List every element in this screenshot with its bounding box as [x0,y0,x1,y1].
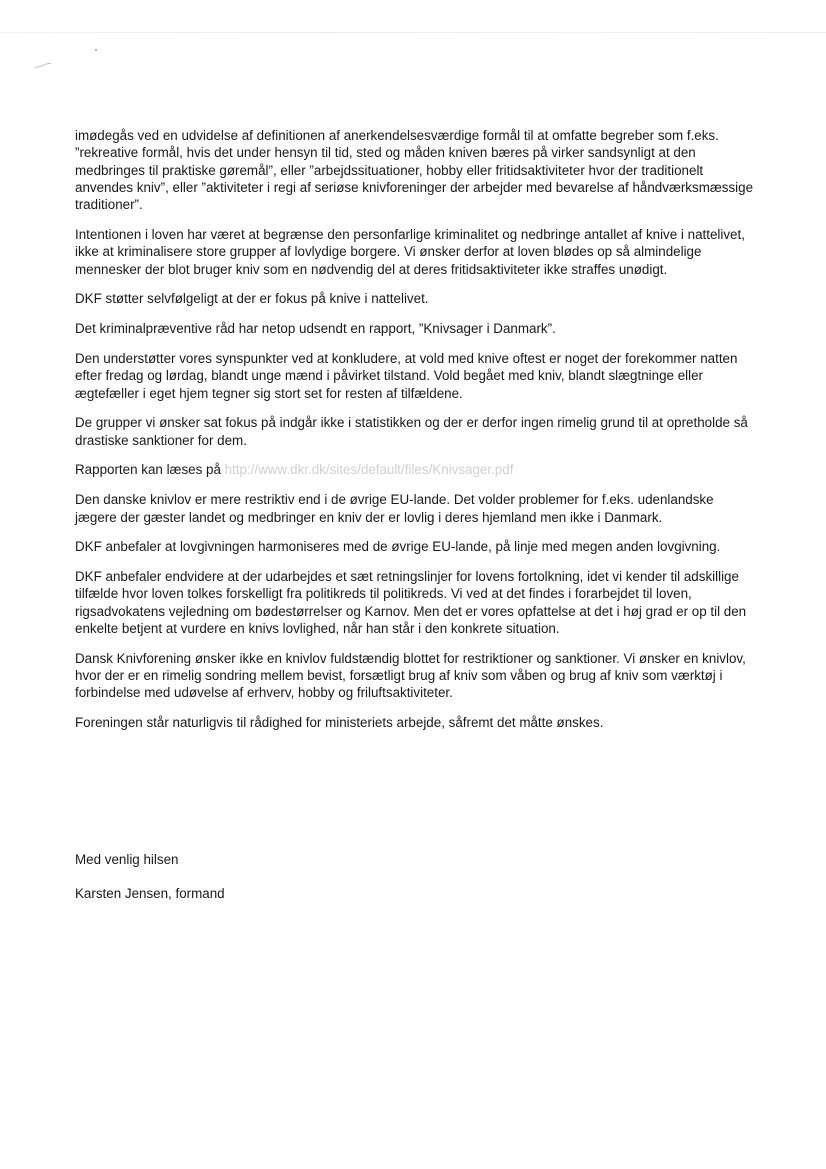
signature: Karsten Jensen, formand [75,886,225,901]
report-link-prefix: Rapporten kan læses på [75,462,221,478]
closing-greeting: Med venlig hilsen [75,852,179,867]
paragraph-law-intention: Intentionen i loven har været at begrænse den personfarlige kriminalitet og nedbringe antallet af knive i nattelivet, ikke at kriminalisere store grupper af lovlydige borgere. Vi ønsker derfor at loven blødes op så almindelige mennesker der blot bruger kniv som en nødvendig del at deres fritidsaktiviteter ikke straffes unødigt. [75,226,745,277]
paragraph-availability: Foreningen står naturligvis til rådighed for ministeriets arbejde, såfremt det måtte ønskes. [75,715,604,731]
scan-speck [95,49,97,51]
scan-artifact-line [0,32,826,33]
letter-body [75,127,755,744]
paragraph-harmonization: DKF anbefaler at lovgivningen harmoniseres med de øvrige EU-lande, på linje med megen anden lovgivning. [75,539,721,555]
paragraph-report-findings: Den understøtter vores synspunkter ved at konkludere, at vold med knive oftest er noget der forekommer natten efter fredag og lørdag, blandt unge mænd i påvirket tilstand. Vold begået med kniv, blandt slægtninge eller ægtefæller i eget hjem tegner sig stort set for resten af tilfældene. [75,350,738,401]
scan-scribble-mark [34,62,52,70]
paragraph-eu-comparison: Den danske knivlov er mere restriktiv end i de øvrige EU-lande. Det volder problemer for f.eks. udenlandske jægere der gæster landet og medbringer en kniv der er lovlig i deres hjemland men ikke i Danmark. [75,492,714,525]
paragraph-definition-expansion: imødegås ved en udvidelse af definitionen af anerkendelsesværdige formål til at omfatte begreber som f.eks. ”rekreative formål, hvis det under hensyn til tid, sted og måden kniven bæres på virker sandsynligt at den medbringes til praktiske gøremål”, eller ”arbejdssituationer, hobby eller fritidsaktiviteter hvor der traditionelt anvendes kniv”, eller ”aktiviteter i regi af seriøse knivforeninger der arbejder med bevarelse af håndværksmæssige traditioner”. [75,128,754,213]
paragraph-report-link [75,461,755,478]
paragraph-statistics: De grupper vi ønsker sat fokus på indgår ikke i statistikken og der er derfor ingen rimelig grund til at opretholde så drastiske sanktioner for dem. [75,415,748,448]
paragraph-nightlife-focus: DKF støtter selvfølgeligt at der er fokus på knive i nattelivet. [75,291,429,307]
paragraph-association-position: Dansk Knivforening ønsker ikke en knivlov fuldstændig blottet for restriktioner og sanktioner. Vi ønsker en knivlov, hvor der er en rimelig sondring mellem bevist, forsætligt brug af kniv som våben og brug af kniv som værktøj i forbindelse med udøvelse af erhverv, hobby og friluftsaktiviteter. [75,650,746,701]
report-link[interactable]: http://www.dkr.dk/sites/default/files/Knivsager.pdf [224,462,514,478]
paragraph-report-mention: Det kriminalpræventive råd har netop udsendt en rapport, ”Knivsager i Danmark”. [75,321,556,337]
paragraph-guidelines: DKF anbefaler endvidere at der udarbejdes et sæt retningslinjer for lovens fortolkning, idet vi kender til adskillige tilfælde hvor loven tolkes forskelligt fra politikreds til politikreds. Vi ved at det findes i forarbejdet til loven, rigsadvokatens vejledning om bødestørrelser og Karnov. Men det er vores opfattelse at det i høj grad er op til den enkelte betjent at vurdere en knivs lovlighed, når han står i den konkrete situation. [75,569,747,637]
